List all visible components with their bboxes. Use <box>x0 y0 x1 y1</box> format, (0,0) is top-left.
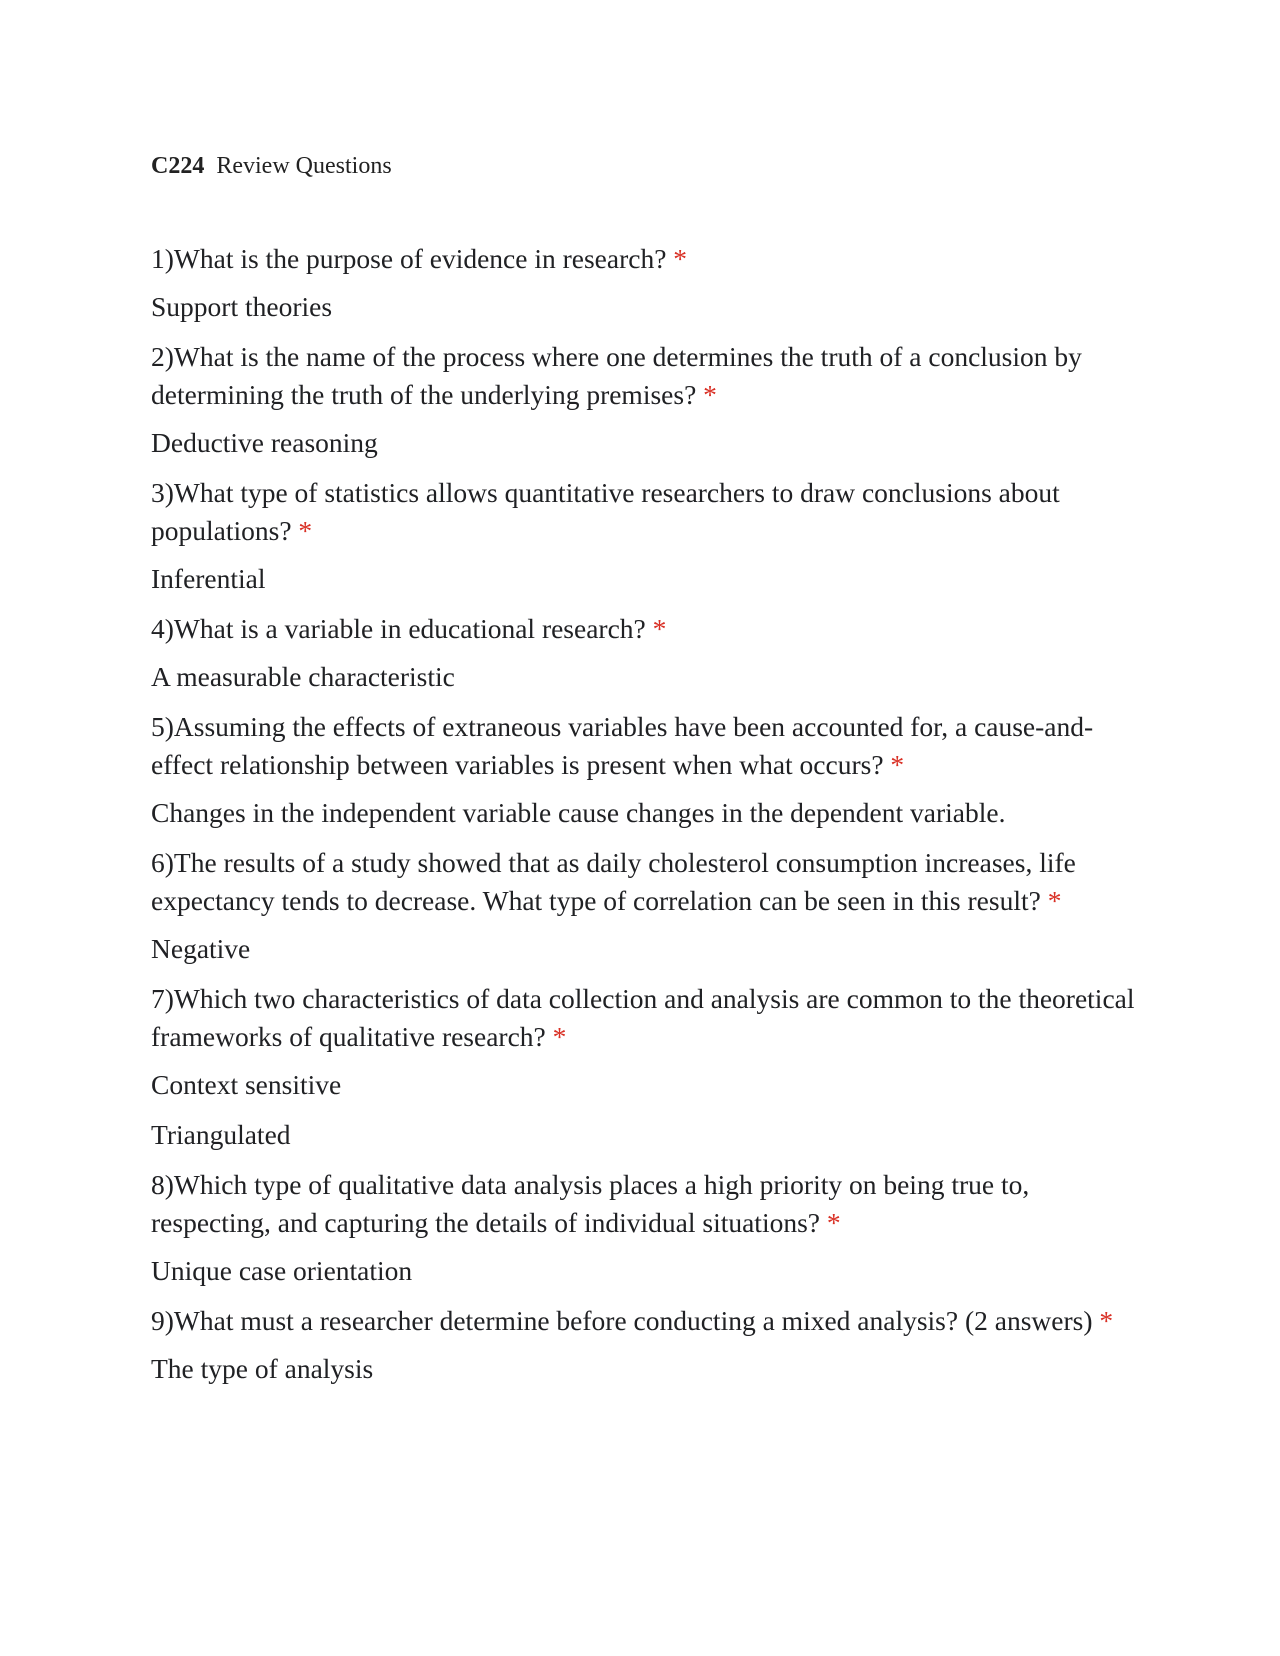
answer-text: Unique case orientation <box>151 1255 413 1286</box>
answer-text: Triangulated <box>151 1119 291 1150</box>
question-label: 3)What type of statistics allows quantitative researchers to draw conclusions about populations? <box>151 477 1060 546</box>
required-asterisk: * <box>703 379 717 410</box>
question-list <box>151 240 1151 1388</box>
question-label: 2)What is the name of the process where one determines the truth of a conclusion by determining the truth of the underlying premises? <box>151 341 1082 410</box>
question-label: 8)Which type of qualitative data analysis places a high priority on being true to, respecting, and capturing the details of individual situations? <box>151 1169 1030 1238</box>
required-asterisk: * <box>1047 885 1062 916</box>
question-label: 5)Assuming the effects of extraneous variables have been accounted for, a cause-and-effect relationship between variables is present when what occurs? <box>151 711 1094 780</box>
question-label: 4)What is a variable in educational research? <box>151 613 646 644</box>
answer-text: Inferential <box>151 563 266 594</box>
document-title <box>151 148 1151 184</box>
required-asterisk: * <box>652 613 667 644</box>
answer-text: Deductive reasoning <box>151 427 378 458</box>
answer-text: The type of analysis <box>151 1353 374 1384</box>
question-text <box>151 708 1151 784</box>
question-item <box>151 844 1151 968</box>
question-label: 9)What must a researcher determine before conducting a mixed analysis? (2 answers) <box>151 1305 1093 1336</box>
document-page <box>151 148 1151 1400</box>
question-label: 1)What is the purpose of evidence in research? <box>151 243 667 274</box>
question-item <box>151 1302 1151 1388</box>
required-asterisk: * <box>552 1021 567 1052</box>
required-asterisk: * <box>890 749 905 780</box>
question-item <box>151 708 1151 832</box>
question-text <box>151 844 1151 920</box>
required-asterisk: * <box>1099 1305 1114 1336</box>
question-text <box>151 1166 1151 1242</box>
answer-text: Support theories <box>151 291 333 322</box>
answer-text: Negative <box>151 933 251 964</box>
question-text <box>151 338 1151 414</box>
course-code: C224 <box>151 153 205 179</box>
question-text <box>151 610 1151 648</box>
question-item <box>151 980 1151 1154</box>
question-text <box>151 1302 1151 1340</box>
required-asterisk: * <box>298 515 313 546</box>
question-item <box>151 610 1151 696</box>
question-label: 6)The results of a study showed that as daily cholesterol consumption increases, life expectancy tends to decrease. What type of correlation can be seen in this result? <box>151 847 1076 916</box>
required-asterisk: * <box>826 1207 841 1238</box>
question-item <box>151 240 1151 326</box>
question-text <box>151 240 1151 278</box>
question-text <box>151 980 1151 1056</box>
question-text <box>151 474 1151 550</box>
answer-text: Changes in the independent variable cause changes in the dependent variable. <box>151 797 1006 828</box>
title-text: Review Questions <box>216 153 392 179</box>
question-item <box>151 474 1151 598</box>
question-label: 7)Which two characteristics of data collection and analysis are common to the theoretical frameworks of qualitative research? <box>151 983 1135 1052</box>
question-item <box>151 338 1151 462</box>
answer-text: A measurable characteristic <box>151 661 455 692</box>
answer-text: Context sensitive <box>151 1069 342 1100</box>
question-item <box>151 1166 1151 1290</box>
required-asterisk: * <box>673 243 688 274</box>
